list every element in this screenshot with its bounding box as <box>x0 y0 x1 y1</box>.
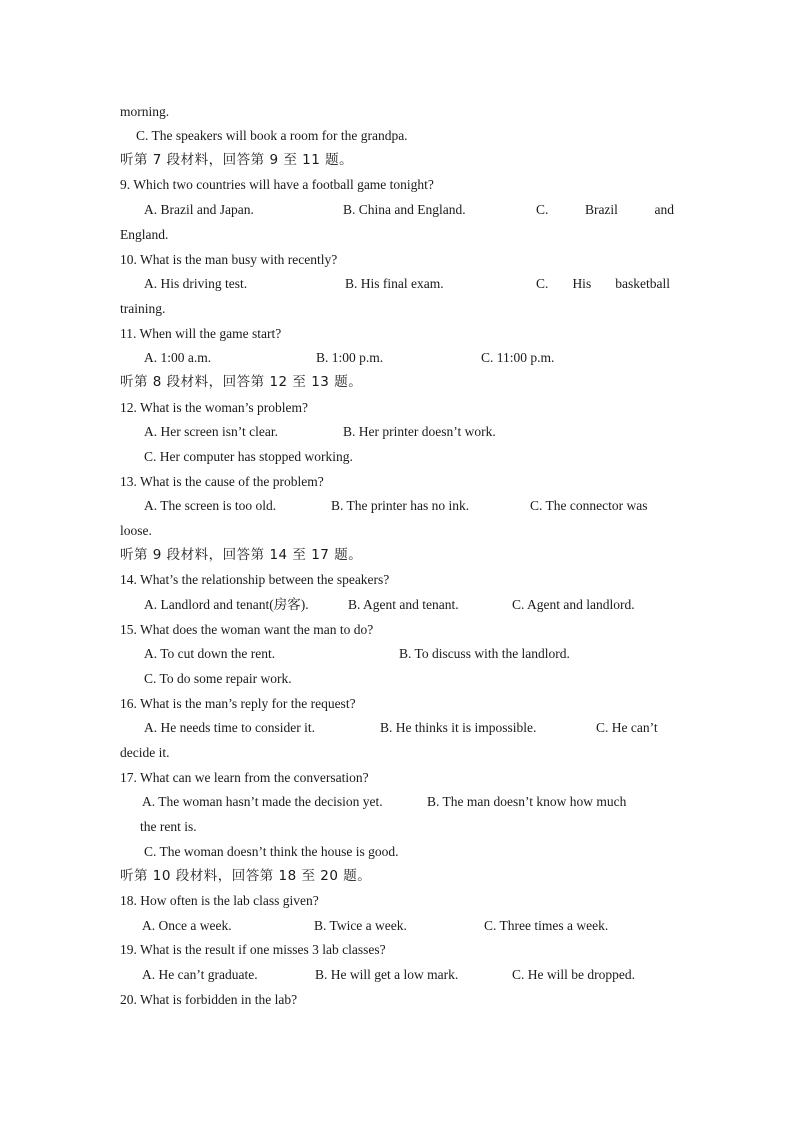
option-c-continued: England. <box>120 227 169 242</box>
option-b: B. Agent and tenant. <box>348 597 459 612</box>
question-20: 20. What is forbidden in the lab? <box>120 992 298 1007</box>
option-c-continued: training. <box>120 301 166 316</box>
option-a: A. His driving test. <box>144 276 248 291</box>
option-c: C. To do some repair work. <box>144 671 292 686</box>
option-a: A. He needs time to consider it. <box>144 720 315 735</box>
option-b: B. His final exam. <box>345 276 444 291</box>
question-14: 14. What’s the relationship between the speakers? <box>120 572 390 587</box>
option-c <box>536 275 670 293</box>
option-c-word: and <box>654 202 674 217</box>
question-15: 15. What does the woman want the man to do? <box>120 622 374 637</box>
question-17: 17. What can we learn from the conversation? <box>120 770 369 785</box>
option-b: B. Her printer doesn’t work. <box>343 424 496 439</box>
option-a: A. The screen is too old. <box>144 498 277 513</box>
option-c-word: basketball <box>615 276 670 291</box>
option-c: C. He will be dropped. <box>512 967 635 982</box>
option-b-continued: the rent is. <box>140 819 197 834</box>
option-c: C. Agent and landlord. <box>512 597 635 612</box>
option-b: B. He will get a low mark. <box>315 967 459 982</box>
option-a: A. Her screen isn’t clear. <box>144 424 278 439</box>
option-c: C. 11:00 p.m. <box>481 350 555 365</box>
option-c-label: C. <box>536 202 549 217</box>
option-c: C. The connector was <box>530 498 648 513</box>
option-b: B. To discuss with the landlord. <box>399 646 570 661</box>
question-9: 9. Which two countries will have a football game tonight? <box>120 177 434 192</box>
section-heading: 听第 7 段材料，回答第 9 至 11 题。 <box>120 152 354 168</box>
option-a: A. Once a week. <box>142 918 232 933</box>
section-heading: 听第 8 段材料，回答第 12 至 13 题。 <box>120 374 363 390</box>
option-c-continued: loose. <box>120 523 152 538</box>
question-16: 16. What is the man’s reply for the request? <box>120 696 356 711</box>
option-b: B. The man doesn’t know how much <box>427 794 627 809</box>
option-c-label: C. <box>536 276 549 291</box>
option-c: C. Her computer has stopped working. <box>144 449 353 464</box>
option-a: A. The woman hasn’t made the decision yet. <box>142 794 383 809</box>
option-b: B. China and England. <box>343 202 466 217</box>
option-b: B. Twice a week. <box>314 918 407 933</box>
question-12: 12. What is the woman’s problem? <box>120 400 308 415</box>
question-18: 18. How often is the lab class given? <box>120 893 319 908</box>
section-heading: 听第 10 段材料，回答第 18 至 20 题。 <box>120 868 372 884</box>
option-c: C. The woman doesn’t think the house is good. <box>144 844 399 859</box>
section-heading: 听第 9 段材料，回答第 14 至 17 题。 <box>120 547 363 563</box>
text-line: morning. <box>120 104 170 119</box>
option-c: C. The speakers will book a room for the grandpa. <box>136 128 408 143</box>
option-a: A. To cut down the rent. <box>144 646 276 661</box>
question-19: 19. What is the result if one misses 3 lab classes? <box>120 942 386 957</box>
option-c-word: Brazil <box>584 202 618 217</box>
option-b: B. The printer has no ink. <box>331 498 470 513</box>
question-11: 11. When will the game start? <box>120 326 282 341</box>
option-a: A. Brazil and Japan. <box>144 202 254 217</box>
option-c: C. He can’t <box>596 720 658 735</box>
option-b: B. He thinks it is impossible. <box>380 720 537 735</box>
question-10: 10. What is the man busy with recently? <box>120 252 338 267</box>
option-c-continued: decide it. <box>120 745 170 760</box>
option-a: A. 1:00 a.m. <box>144 350 212 365</box>
question-13: 13. What is the cause of the problem? <box>120 474 324 489</box>
option-c-word: His <box>572 276 592 291</box>
option-b: B. 1:00 p.m. <box>316 350 384 365</box>
option-a: A. He can’t graduate. <box>142 967 258 982</box>
option-c: C. Three times a week. <box>484 918 609 933</box>
option-c <box>536 201 674 219</box>
option-a: A. Landlord and tenant(房客). <box>144 597 309 612</box>
